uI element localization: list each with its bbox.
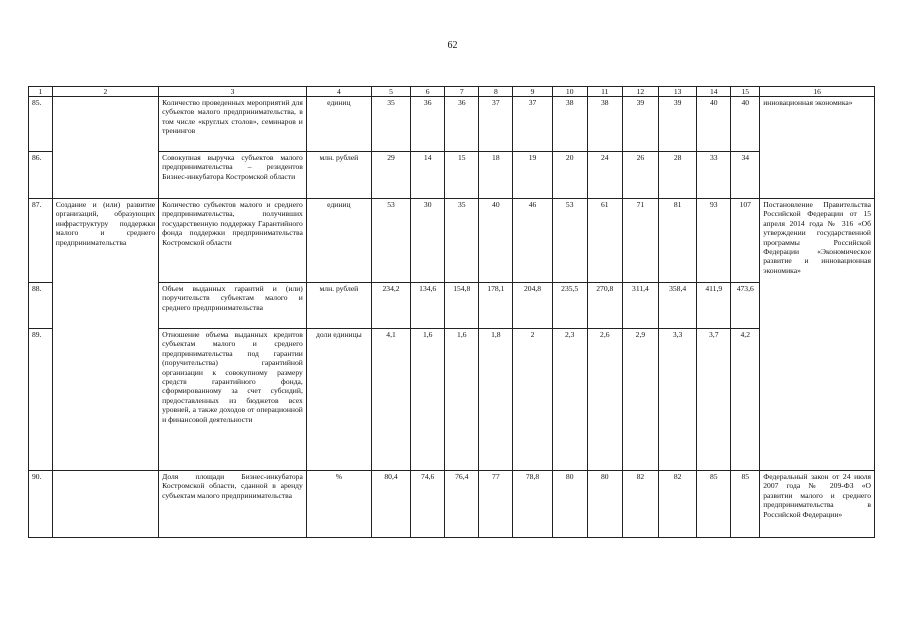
value-cell: 28 [659,152,697,199]
value-cell: 4,2 [731,329,760,471]
table-row [29,471,875,538]
value-cell: 411,9 [697,283,731,329]
value-cell: 53 [552,199,587,283]
col-header: 3 [159,87,307,97]
value-cell: 154,8 [445,283,479,329]
unit-cell: млн. рублей [306,152,371,199]
value-cell: 76,4 [445,471,479,538]
row-number: 87. [29,199,53,283]
value-cell: 61 [587,199,622,283]
value-cell: 19 [513,152,552,199]
value-cell: 80 [552,471,587,538]
unit-cell: доли единицы [306,329,371,471]
value-cell: 2,6 [587,329,622,471]
value-cell: 235,5 [552,283,587,329]
basis-cell: Федеральный закон от 24 июля 2007 года № 209-ФЗ «О развитии малого и среднего предпринимательства в Российской Федерации» [760,471,875,538]
value-cell: 46 [513,199,552,283]
col-header: 16 [760,87,875,97]
indicator-name: Совокупная выручка субъектов малого предпринимательства – резидентов Бизнес-инкубатора Костромской области [159,152,307,199]
empty-group-cell [52,471,158,538]
value-cell: 20 [552,152,587,199]
value-cell: 39 [622,97,658,152]
value-cell: 40 [697,97,731,152]
value-cell: 311,4 [622,283,658,329]
value-cell: 1,6 [411,329,445,471]
value-cell: 4,1 [371,329,410,471]
value-cell: 85 [697,471,731,538]
value-cell: 74,6 [411,471,445,538]
value-cell: 473,6 [731,283,760,329]
basis-cell: Постановление Правительства Российской Федерации от 15 апреля 2014 года № 316 «Об утверждении государственной программы Российской Федерации «Экономическое развитие и инновационная экономика» [760,199,875,471]
value-cell: 26 [622,152,658,199]
value-cell: 3,3 [659,329,697,471]
value-cell: 93 [697,199,731,283]
value-cell: 40 [479,199,513,283]
page-number: 62 [447,40,458,51]
value-cell: 234,2 [371,283,410,329]
value-cell: 37 [479,97,513,152]
value-cell: 29 [371,152,410,199]
col-header: 8 [479,87,513,97]
value-cell: 80 [587,471,622,538]
value-cell: 270,8 [587,283,622,329]
value-cell: 2,9 [622,329,658,471]
indicator-name: Доля площади Бизнес-инкубатора Костромской области, сданной в аренду субъектам малого предпринимательства [159,471,307,538]
unit-cell: единиц [306,97,371,152]
value-cell: 2,3 [552,329,587,471]
value-cell: 40 [731,97,760,152]
value-cell: 77 [479,471,513,538]
col-header: 13 [659,87,697,97]
col-header: 11 [587,87,622,97]
col-header: 6 [411,87,445,97]
value-cell: 3,7 [697,329,731,471]
col-header: 15 [731,87,760,97]
value-cell: 14 [411,152,445,199]
col-header: 7 [445,87,479,97]
indicators-table [28,86,875,538]
value-cell: 39 [659,97,697,152]
value-cell: 34 [731,152,760,199]
col-header: 12 [622,87,658,97]
value-cell: 53 [371,199,410,283]
indicator-name: Отношение объема выданных кредитов субъектам малого и среднего предпринимательства под гарантии (поручительства) гарантийной организации к совокупному размеру средств гарантийного фонда, сформированному за счет субсидий, предоставленных из бюджетов всех уровней, а также доходов от операционной и финансовой деятельности [159,329,307,471]
row-number: 89. [29,329,53,471]
value-cell: 358,4 [659,283,697,329]
value-cell: 81 [659,199,697,283]
value-cell: 178,1 [479,283,513,329]
col-header: 5 [371,87,410,97]
indicator-name: Количество проведенных мероприятий для субъектов малого предпринимательства, в том числе «круглых столов», семинаров и тренингов [159,97,307,152]
value-cell: 2 [513,329,552,471]
value-cell: 1,6 [445,329,479,471]
value-cell: 35 [445,199,479,283]
value-cell: 30 [411,199,445,283]
value-cell: 36 [411,97,445,152]
group-cell: Создание и (или) развитие организаций, образующих инфраструктуру поддержки малого и среднего предпринимательства [52,199,158,471]
indicator-name: Количество субъектов малого и среднего предпринимательства, получивших государственную поддержку Гарантийного фонда поддержки предпринимательства Костромской области [159,199,307,283]
col-header: 9 [513,87,552,97]
value-cell: 36 [445,97,479,152]
value-cell: 38 [587,97,622,152]
value-cell: 85 [731,471,760,538]
empty-group-cell [52,97,158,199]
row-number: 85. [29,97,53,152]
value-cell: 35 [371,97,410,152]
basis-cell: инновационная экономика» [760,97,875,199]
table-row [29,97,875,152]
value-cell: 204,8 [513,283,552,329]
row-number: 88. [29,283,53,329]
row-number: 90. [29,471,53,538]
value-cell: 38 [552,97,587,152]
col-header: 10 [552,87,587,97]
col-header: 1 [29,87,53,97]
row-number: 86. [29,152,53,199]
header-row [29,87,875,97]
value-cell: 71 [622,199,658,283]
value-cell: 134,6 [411,283,445,329]
value-cell: 37 [513,97,552,152]
unit-cell: единиц [306,199,371,283]
col-header: 4 [306,87,371,97]
value-cell: 82 [659,471,697,538]
col-header: 14 [697,87,731,97]
table-row [29,199,875,283]
value-cell: 80,4 [371,471,410,538]
value-cell: 33 [697,152,731,199]
unit-cell: млн. рублей [306,283,371,329]
value-cell: 15 [445,152,479,199]
value-cell: 82 [622,471,658,538]
value-cell: 78,8 [513,471,552,538]
value-cell: 24 [587,152,622,199]
value-cell: 107 [731,199,760,283]
col-header: 2 [52,87,158,97]
unit-cell: % [306,471,371,538]
indicator-name: Объем выданных гарантий и (или) поручительств субъектам малого и среднего предпринимательства [159,283,307,329]
value-cell: 1,8 [479,329,513,471]
value-cell: 18 [479,152,513,199]
